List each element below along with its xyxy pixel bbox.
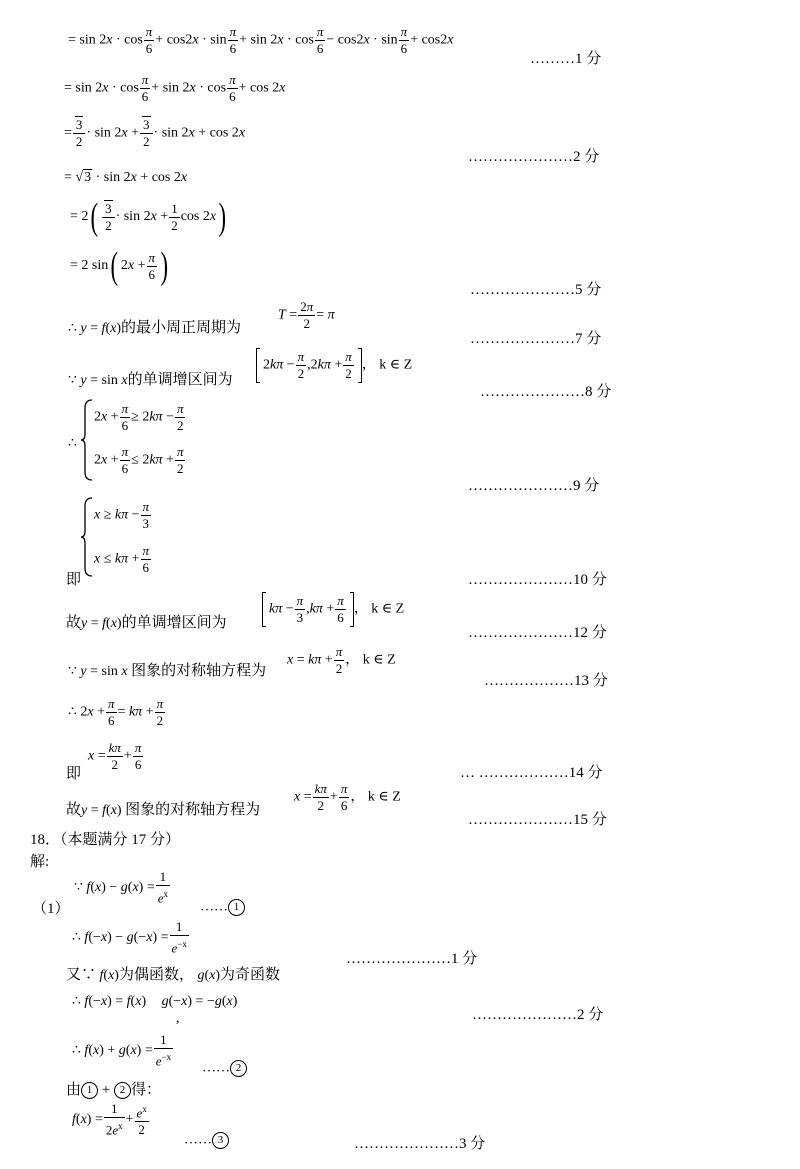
score-2b: …………………2 分 (472, 1007, 604, 1023)
score-1b: …………………1 分 (346, 951, 478, 967)
ji-label-2: 即 (66, 766, 82, 782)
eq-marker-1: …… 1 (200, 899, 245, 916)
fx-result: f(x) = $\frac{1}{2e^x}$ + $\frac{e^x}{2}$ (72, 1101, 147, 1138)
fx-increase-interval: kπ − $\frac{\pi}{3}$ ,kπ + $\frac{\pi}{6}$ ， k ∈ Z (262, 592, 404, 627)
system2-ineq-1: x ≥ kπ − $\frac{\pi}{3}$ (94, 499, 150, 531)
parity-equations: ∴ f(−x) = f(x) g(−x) = −g(x) (72, 994, 238, 1009)
given-equation: ∵ f(x) − g(x) = $\frac{1}{e^x}$ (74, 869, 168, 906)
left-brace-icon (80, 496, 94, 578)
sum-equation: ∴ f(x) + g(x) = $\frac{1}{e^{-x}}$ (72, 1032, 172, 1069)
fx-axis-formula: x = $\frac{k\pi}{2}$ + $\frac{\pi}{6}$ ， k ∈ Z (294, 781, 401, 813)
fx-increase-line: 故y = f(x)的单调增区间为 (66, 615, 227, 631)
score-9: …………………9 分 (468, 478, 600, 494)
equation-line-1: = sin 2x · cos $\frac{\pi}{6}$ + cos2x · sin $\frac{\pi}{6}$ + sin 2x · cos $\frac{\pi}{6}$ − cos2x · sin $\frac{\pi}{6}$ + cos2x (68, 24, 454, 56)
score-8: …………………8 分 (480, 384, 612, 400)
problem-18-title: 18．（本题满分 17 分） (30, 832, 181, 848)
score-7: …………………7 分 (470, 331, 602, 347)
ji-label: 即 (66, 572, 82, 588)
system2-ineq-2: x ≤ kπ + $\frac{\pi}{6}$ (94, 543, 150, 575)
score-14: … ………………14 分 (460, 765, 603, 781)
sin-axis-formula: x = kπ + $\frac{\pi}{2}$ ， k ∈ Z (287, 644, 396, 676)
therefore-period-line: ∴ y = f(x)的最小周正周期为 (68, 320, 242, 336)
fx-axis-line: 故y = f(x) 图象的对称轴方程为 (66, 802, 261, 818)
even-odd-line: 又∵ f(x)为偶函数， g(x)为奇函数 (66, 967, 281, 983)
eq-marker-3: …… 3 (184, 1132, 229, 1149)
combine-line: 由 1 + 2 得： (66, 1082, 161, 1098)
sin-increase-interval: 2kπ − $\frac{\pi}{2}$ ,2kπ + $\frac{\pi}{2}$ ， k ∈ Z (256, 348, 412, 383)
equation-line-4: = √3 · sin 2x + cos 2x (64, 170, 188, 185)
period-formula: T = $\frac{2\pi}{2}$ = π (278, 299, 335, 331)
axis-solution: x = $\frac{k\pi}{2}$ + $\frac{\pi}{6}$ (88, 740, 142, 772)
score-10: …………………10 分 (468, 572, 607, 588)
sin-axis-line: ∵ y = sin x 图象的对称轴方程为 (68, 663, 267, 679)
axis-equation: ∴ 2x + $\frac{\pi}{6}$ = kπ + $\frac{\pi}{2}$ (68, 696, 164, 728)
sin-increase-line: ∵ y = sin x的单调增区间为 (68, 372, 233, 388)
negated-equation: ∴ f(−x) − g(−x) = $\frac{1}{e^{-x}}$ (72, 919, 187, 956)
equation-line-3: = $\frac{3}{2}$ · sin 2x + $\frac{3}{2}$ · sin 2x + cos 2x (64, 117, 246, 149)
score-1: ………1 分 (530, 51, 602, 67)
score-15: …………………15 分 (468, 812, 607, 828)
equation-line-5: = 2( $\frac{3}{2}$ · sin 2x + $\frac{1}{2}$ cos 2x) (70, 196, 227, 238)
solution-label: 解: (30, 854, 50, 870)
eq-marker-2: …… 2 (202, 1060, 247, 1077)
score-13: ………………13 分 (484, 673, 608, 689)
system1-ineq-2: 2x + $\frac{\pi}{6}$ ≤ 2kπ + $\frac{\pi}{2}$ (94, 444, 184, 476)
score-12: …………………12 分 (468, 625, 607, 641)
left-brace-icon (80, 398, 94, 482)
score-2: …………………2 分 (468, 149, 600, 165)
equation-line-2: = sin 2x · cos $\frac{\pi}{6}$ + sin 2x · cos $\frac{\pi}{6}$ + cos 2x (64, 72, 286, 104)
system1-ineq-1: 2x + $\frac{\pi}{6}$ ≥ 2kπ − $\frac{\pi}{2}$ (94, 401, 184, 433)
equation-line-6: = 2 sin( 2x + $\frac{\pi}{6}$ ) (70, 245, 169, 287)
part-1-label: （1） (32, 901, 70, 917)
therefore-symbol: ∴ (68, 436, 77, 451)
comma: , (176, 1011, 180, 1026)
score-5: …………………5 分 (470, 282, 602, 298)
score-3b: …………………3 分 (354, 1136, 486, 1152)
